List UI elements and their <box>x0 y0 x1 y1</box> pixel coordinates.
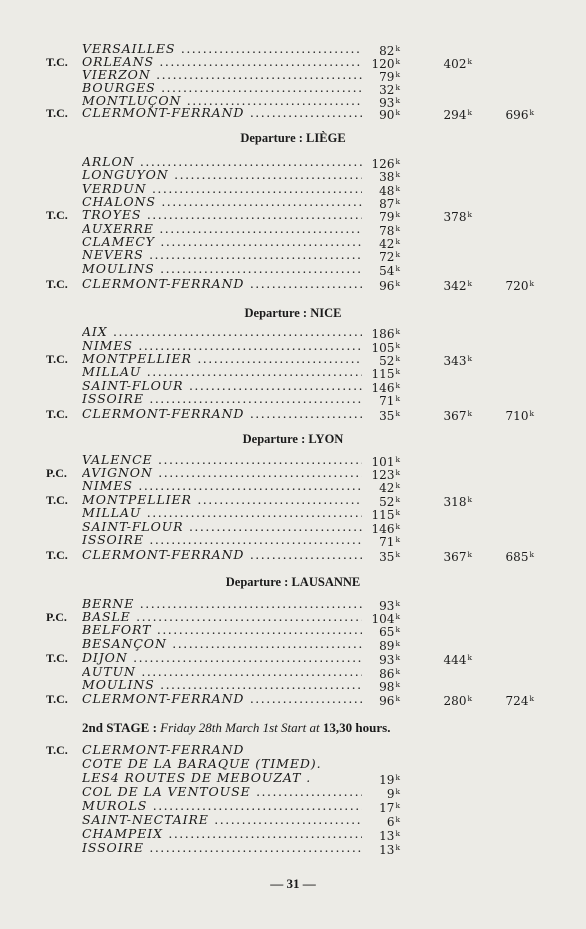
table-row <box>0 325 586 339</box>
unit-mark: k <box>395 535 400 544</box>
control-code: T.C. <box>46 277 68 291</box>
table-row <box>0 222 586 236</box>
table-row <box>0 665 586 679</box>
place-name: ISSOIRE ..... <box>82 392 362 406</box>
table-row <box>0 479 586 493</box>
control-code: T.C. <box>46 692 68 706</box>
place-name: ORLEANS ..... <box>82 55 362 69</box>
table-row <box>0 692 586 706</box>
subtotal-km-value: 378 <box>443 210 467 224</box>
unit-mark: k <box>529 409 534 418</box>
table-row <box>0 182 586 196</box>
unit-mark: k <box>467 550 472 559</box>
distance-km-value: 38 <box>379 170 395 184</box>
place-name: SAINT-NECTAIRE ..... <box>82 813 362 827</box>
subtotal-km-value: 342 <box>443 279 467 293</box>
table-row <box>0 841 586 855</box>
distance-km-value: 89 <box>379 639 395 653</box>
distance-km-value: 65 <box>379 625 395 639</box>
total-km <box>482 548 534 564</box>
unit-mark: k <box>529 694 534 703</box>
table-row <box>0 493 586 507</box>
table-row <box>0 155 586 169</box>
subtotal-km <box>420 548 472 564</box>
heading-departure-lyon: Departure : LYON <box>242 432 344 446</box>
total-km <box>482 106 534 122</box>
unit-mark: k <box>529 550 534 559</box>
subtotal-km-value: 367 <box>443 550 467 564</box>
control-code: P.C. <box>46 610 67 624</box>
distance-km <box>348 407 400 423</box>
table-row <box>0 55 586 69</box>
place-name: CHAMPEIX ..... <box>82 827 362 841</box>
place-name: LONGUYON ..... <box>82 168 362 182</box>
place-name: BASLE ..... <box>82 610 362 624</box>
distance-km-value: 86 <box>379 667 395 681</box>
place-name: CLERMONT-FERRAND ..... <box>82 106 362 120</box>
place-name: MONTPELLIER ..... <box>82 493 362 507</box>
distance-km-value: 35 <box>379 550 395 564</box>
place-name: AVIGNON ..... <box>82 466 362 480</box>
unit-mark: k <box>395 44 400 53</box>
unit-mark: k <box>395 639 400 648</box>
distance-km <box>348 692 400 708</box>
place-name: VERSAILLES ..... <box>82 42 362 56</box>
control-code: P.C. <box>46 466 67 480</box>
unit-mark: k <box>395 224 400 233</box>
unit-mark: k <box>395 170 400 179</box>
unit-mark: k <box>529 108 534 117</box>
distance-km-value: 115 <box>371 508 395 522</box>
table-row <box>0 757 586 771</box>
table-row <box>0 827 586 841</box>
control-code: T.C. <box>46 493 68 507</box>
table-row <box>0 248 586 262</box>
unit-mark: k <box>395 773 400 782</box>
distance-km-value: 72 <box>379 250 395 264</box>
table-row <box>0 520 586 534</box>
subtotal-km-value: 367 <box>443 409 467 423</box>
table-row <box>0 771 586 785</box>
place-name: VALENCE ..... <box>82 453 362 467</box>
total-km-value: 710 <box>505 409 529 423</box>
unit-mark: k <box>395 83 400 92</box>
distance-km-value: 101 <box>371 455 395 469</box>
table-row <box>0 392 586 406</box>
control-code: T.C. <box>46 651 68 665</box>
table-row <box>0 651 586 665</box>
heading-departure-lausanne: Departure : LAUSANNE <box>225 575 361 589</box>
place-name: BESANÇON ..... <box>82 637 362 651</box>
distance-km-value: 96 <box>379 694 395 708</box>
place-name: MOULINS ..... <box>82 678 362 692</box>
place-name: MILLAU ..... <box>82 506 362 520</box>
distance-km <box>348 392 400 408</box>
table-row <box>0 506 586 520</box>
unit-mark: k <box>395 184 400 193</box>
distance-km <box>348 841 400 857</box>
subtotal-km-value: 343 <box>443 354 467 368</box>
table-row <box>0 277 586 291</box>
place-name: BELFORT ..... <box>82 623 362 637</box>
unit-mark: k <box>395 367 400 376</box>
unit-mark: k <box>395 96 400 105</box>
distance-km-value: 9 <box>386 787 395 801</box>
unit-mark: k <box>467 409 472 418</box>
control-code: T.C. <box>46 743 68 757</box>
unit-mark: k <box>395 455 400 464</box>
distance-km-value: 87 <box>379 197 395 211</box>
unit-mark: k <box>395 394 400 403</box>
table-row <box>0 81 586 95</box>
place-name: ISSOIRE ..... <box>82 841 362 855</box>
subtotal-km-value: 294 <box>443 108 467 122</box>
distance-km-value: 79 <box>379 210 395 224</box>
distance-km-value: 120 <box>371 57 395 71</box>
unit-mark: k <box>395 341 400 350</box>
subtotal-km <box>420 277 472 293</box>
unit-mark: k <box>395 409 400 418</box>
distance-km-value: 32 <box>379 83 395 97</box>
distance-km-value: 82 <box>379 44 395 58</box>
distance-km <box>348 548 400 564</box>
table-row <box>0 352 586 366</box>
place-name: VERDUN ..... <box>82 182 362 196</box>
distance-km-value: 48 <box>379 184 395 198</box>
table-row <box>0 68 586 82</box>
control-code: T.C. <box>46 352 68 366</box>
place-name: CLAMECY ..... <box>82 235 362 249</box>
unit-mark: k <box>395 508 400 517</box>
stage-label: 2nd STAGE : <box>82 720 157 735</box>
page-number: — 31 — <box>270 876 316 891</box>
subtotal-km <box>420 407 472 423</box>
unit-mark: k <box>395 481 400 490</box>
unit-mark: k <box>395 522 400 531</box>
place-name: MILLAU ..... <box>82 365 362 379</box>
place-name: MOULINS ..... <box>82 262 362 276</box>
unit-mark: k <box>395 599 400 608</box>
distance-km-value: 98 <box>379 680 395 694</box>
place-name: CLERMONT-FERRAND ..... <box>82 692 362 706</box>
table-row <box>0 407 586 421</box>
table-row <box>0 678 586 692</box>
distance-km-value: 105 <box>371 341 395 355</box>
unit-mark: k <box>395 612 400 621</box>
unit-mark: k <box>395 801 400 810</box>
table-row <box>0 42 586 56</box>
place-name: MUROLS ..... <box>82 799 362 813</box>
distance-km <box>348 533 400 549</box>
place-name: BOURGES ..... <box>82 81 362 95</box>
table-row <box>0 623 586 637</box>
unit-mark: k <box>395 829 400 838</box>
stage-line <box>82 720 542 736</box>
subtotal-km-value: 318 <box>443 495 467 509</box>
unit-mark: k <box>395 354 400 363</box>
unit-mark: k <box>395 787 400 796</box>
distance-km-value: 123 <box>371 468 395 482</box>
place-name: NEVERS ..... <box>82 248 362 262</box>
distance-km-value: 90 <box>379 108 395 122</box>
table-row <box>0 208 586 222</box>
place-name: NIMES ..... <box>82 479 362 493</box>
unit-mark: k <box>529 279 534 288</box>
table-row <box>0 610 586 624</box>
distance-km-value: 6 <box>386 815 395 829</box>
distance-km-value: 52 <box>379 495 395 509</box>
subtotal-km-value: 444 <box>443 653 467 667</box>
unit-mark: k <box>467 694 472 703</box>
place-name: COTE DE LA BARAQUE (TIMED). <box>82 757 322 771</box>
total-km-value: 720 <box>505 279 529 293</box>
place-name: CLERMONT-FERRAND <box>82 743 245 757</box>
table-row <box>0 533 586 547</box>
unit-mark: k <box>467 57 472 66</box>
distance-km-value: 146 <box>371 381 395 395</box>
unit-mark: k <box>395 57 400 66</box>
place-name: LES4 ROUTES DE MEBOUZAT . <box>82 771 312 785</box>
distance-km-value: 13 <box>379 843 395 857</box>
total-km-value: 724 <box>505 694 529 708</box>
distance-km-value: 79 <box>379 70 395 84</box>
distance-km-value: 115 <box>371 367 395 381</box>
table-row <box>0 785 586 799</box>
distance-km-value: 42 <box>379 481 395 495</box>
place-name: SAINT-FLOUR ..... <box>82 520 362 534</box>
table-row <box>0 466 586 480</box>
place-name: AUXERRE ..... <box>82 222 362 236</box>
distance-km-value: 186 <box>371 327 395 341</box>
distance-km <box>348 262 400 278</box>
subtotal-km <box>420 692 472 708</box>
table-row <box>0 379 586 393</box>
distance-km-value: 71 <box>379 394 395 408</box>
unit-mark: k <box>395 667 400 676</box>
subtotal-km <box>420 106 472 122</box>
unit-mark: k <box>467 279 472 288</box>
place-name: CLERMONT-FERRAND ..... <box>82 277 362 291</box>
unit-mark: k <box>395 625 400 634</box>
total-km <box>482 277 534 293</box>
unit-mark: k <box>467 495 472 504</box>
heading-departure-nice: Departure : NICE <box>244 306 342 320</box>
table-row <box>0 743 586 757</box>
place-name: COL DE LA VENTOUSE ..... <box>82 785 362 799</box>
place-name: TROYES ..... <box>82 208 362 222</box>
unit-mark: k <box>395 381 400 390</box>
control-code: T.C. <box>46 55 68 69</box>
stage-time: 13,30 hours. <box>322 720 391 735</box>
subtotal-km-value: 280 <box>443 694 467 708</box>
unit-mark: k <box>467 108 472 117</box>
distance-km-value: 93 <box>379 599 395 613</box>
table-row <box>0 453 586 467</box>
place-name: ISSOIRE ..... <box>82 533 362 547</box>
table-row <box>0 168 586 182</box>
place-name: VIERZON ..... <box>82 68 362 82</box>
total-km-value: 685 <box>505 550 529 564</box>
place-name: SAINT-FLOUR ..... <box>82 379 362 393</box>
distance-km-value: 104 <box>371 612 395 626</box>
table-row <box>0 548 586 562</box>
unit-mark: k <box>395 70 400 79</box>
unit-mark: k <box>395 264 400 273</box>
control-code: T.C. <box>46 407 68 421</box>
distance-km-value: 71 <box>379 535 395 549</box>
unit-mark: k <box>395 327 400 336</box>
place-name: MONTLUÇON ..... <box>82 94 362 108</box>
distance-km-value: 42 <box>379 237 395 251</box>
place-name: BERNE ..... <box>82 597 362 611</box>
distance-km-value: 78 <box>379 224 395 238</box>
place-name: CLERMONT-FERRAND ..... <box>82 548 362 562</box>
distance-km <box>348 277 400 293</box>
place-name: AIX ..... <box>82 325 362 339</box>
table-row <box>0 799 586 813</box>
place-name: DIJON ..... <box>82 651 362 665</box>
unit-mark: k <box>395 468 400 477</box>
unit-mark: k <box>467 653 472 662</box>
table-row <box>0 262 586 276</box>
distance-km-value: 13 <box>379 829 395 843</box>
unit-mark: k <box>395 653 400 662</box>
subtotal-km-value: 402 <box>443 57 467 71</box>
unit-mark: k <box>395 495 400 504</box>
distance-km-value: 96 <box>379 279 395 293</box>
unit-mark: k <box>467 210 472 219</box>
distance-km-value: 35 <box>379 409 395 423</box>
total-km <box>482 407 534 423</box>
distance-km <box>348 106 400 122</box>
table-row <box>0 235 586 249</box>
place-name: ARLON ..... <box>82 155 362 169</box>
unit-mark: k <box>395 197 400 206</box>
unit-mark: k <box>467 354 472 363</box>
distance-km-value: 19 <box>379 773 395 787</box>
place-name: MONTPELLIER ..... <box>82 352 362 366</box>
unit-mark: k <box>395 694 400 703</box>
unit-mark: k <box>395 843 400 852</box>
table-row <box>0 597 586 611</box>
unit-mark: k <box>395 157 400 166</box>
control-code: T.C. <box>46 106 68 120</box>
stage-text: Friday 28th March 1st Start at <box>160 720 320 735</box>
place-name: NIMES ..... <box>82 339 362 353</box>
control-code: T.C. <box>46 548 68 562</box>
unit-mark: k <box>395 237 400 246</box>
distance-km-value: 17 <box>379 801 395 815</box>
distance-km-value: 54 <box>379 264 395 278</box>
table-row <box>0 365 586 379</box>
table-row <box>0 339 586 353</box>
unit-mark: k <box>395 815 400 824</box>
unit-mark: k <box>395 550 400 559</box>
table-row <box>0 106 586 120</box>
unit-mark: k <box>395 250 400 259</box>
place-name: AUTUN ..... <box>82 665 362 679</box>
table-row <box>0 195 586 209</box>
table-row <box>0 637 586 651</box>
total-km <box>482 692 534 708</box>
unit-mark: k <box>395 108 400 117</box>
unit-mark: k <box>395 279 400 288</box>
total-km-value: 696 <box>505 108 529 122</box>
table-row <box>0 813 586 827</box>
heading-departure-liege: Departure : LIÈGE <box>240 131 346 145</box>
control-code: T.C. <box>46 208 68 222</box>
place-name: CLERMONT-FERRAND ..... <box>82 407 362 421</box>
distance-km-value: 93 <box>379 653 395 667</box>
distance-km-value: 52 <box>379 354 395 368</box>
unit-mark: k <box>395 680 400 689</box>
unit-mark: k <box>395 210 400 219</box>
distance-km-value: 93 <box>379 96 395 110</box>
distance-km-value: 126 <box>371 157 395 171</box>
distance-km-value: 146 <box>371 522 395 536</box>
place-name: CHALONS ..... <box>82 195 362 209</box>
